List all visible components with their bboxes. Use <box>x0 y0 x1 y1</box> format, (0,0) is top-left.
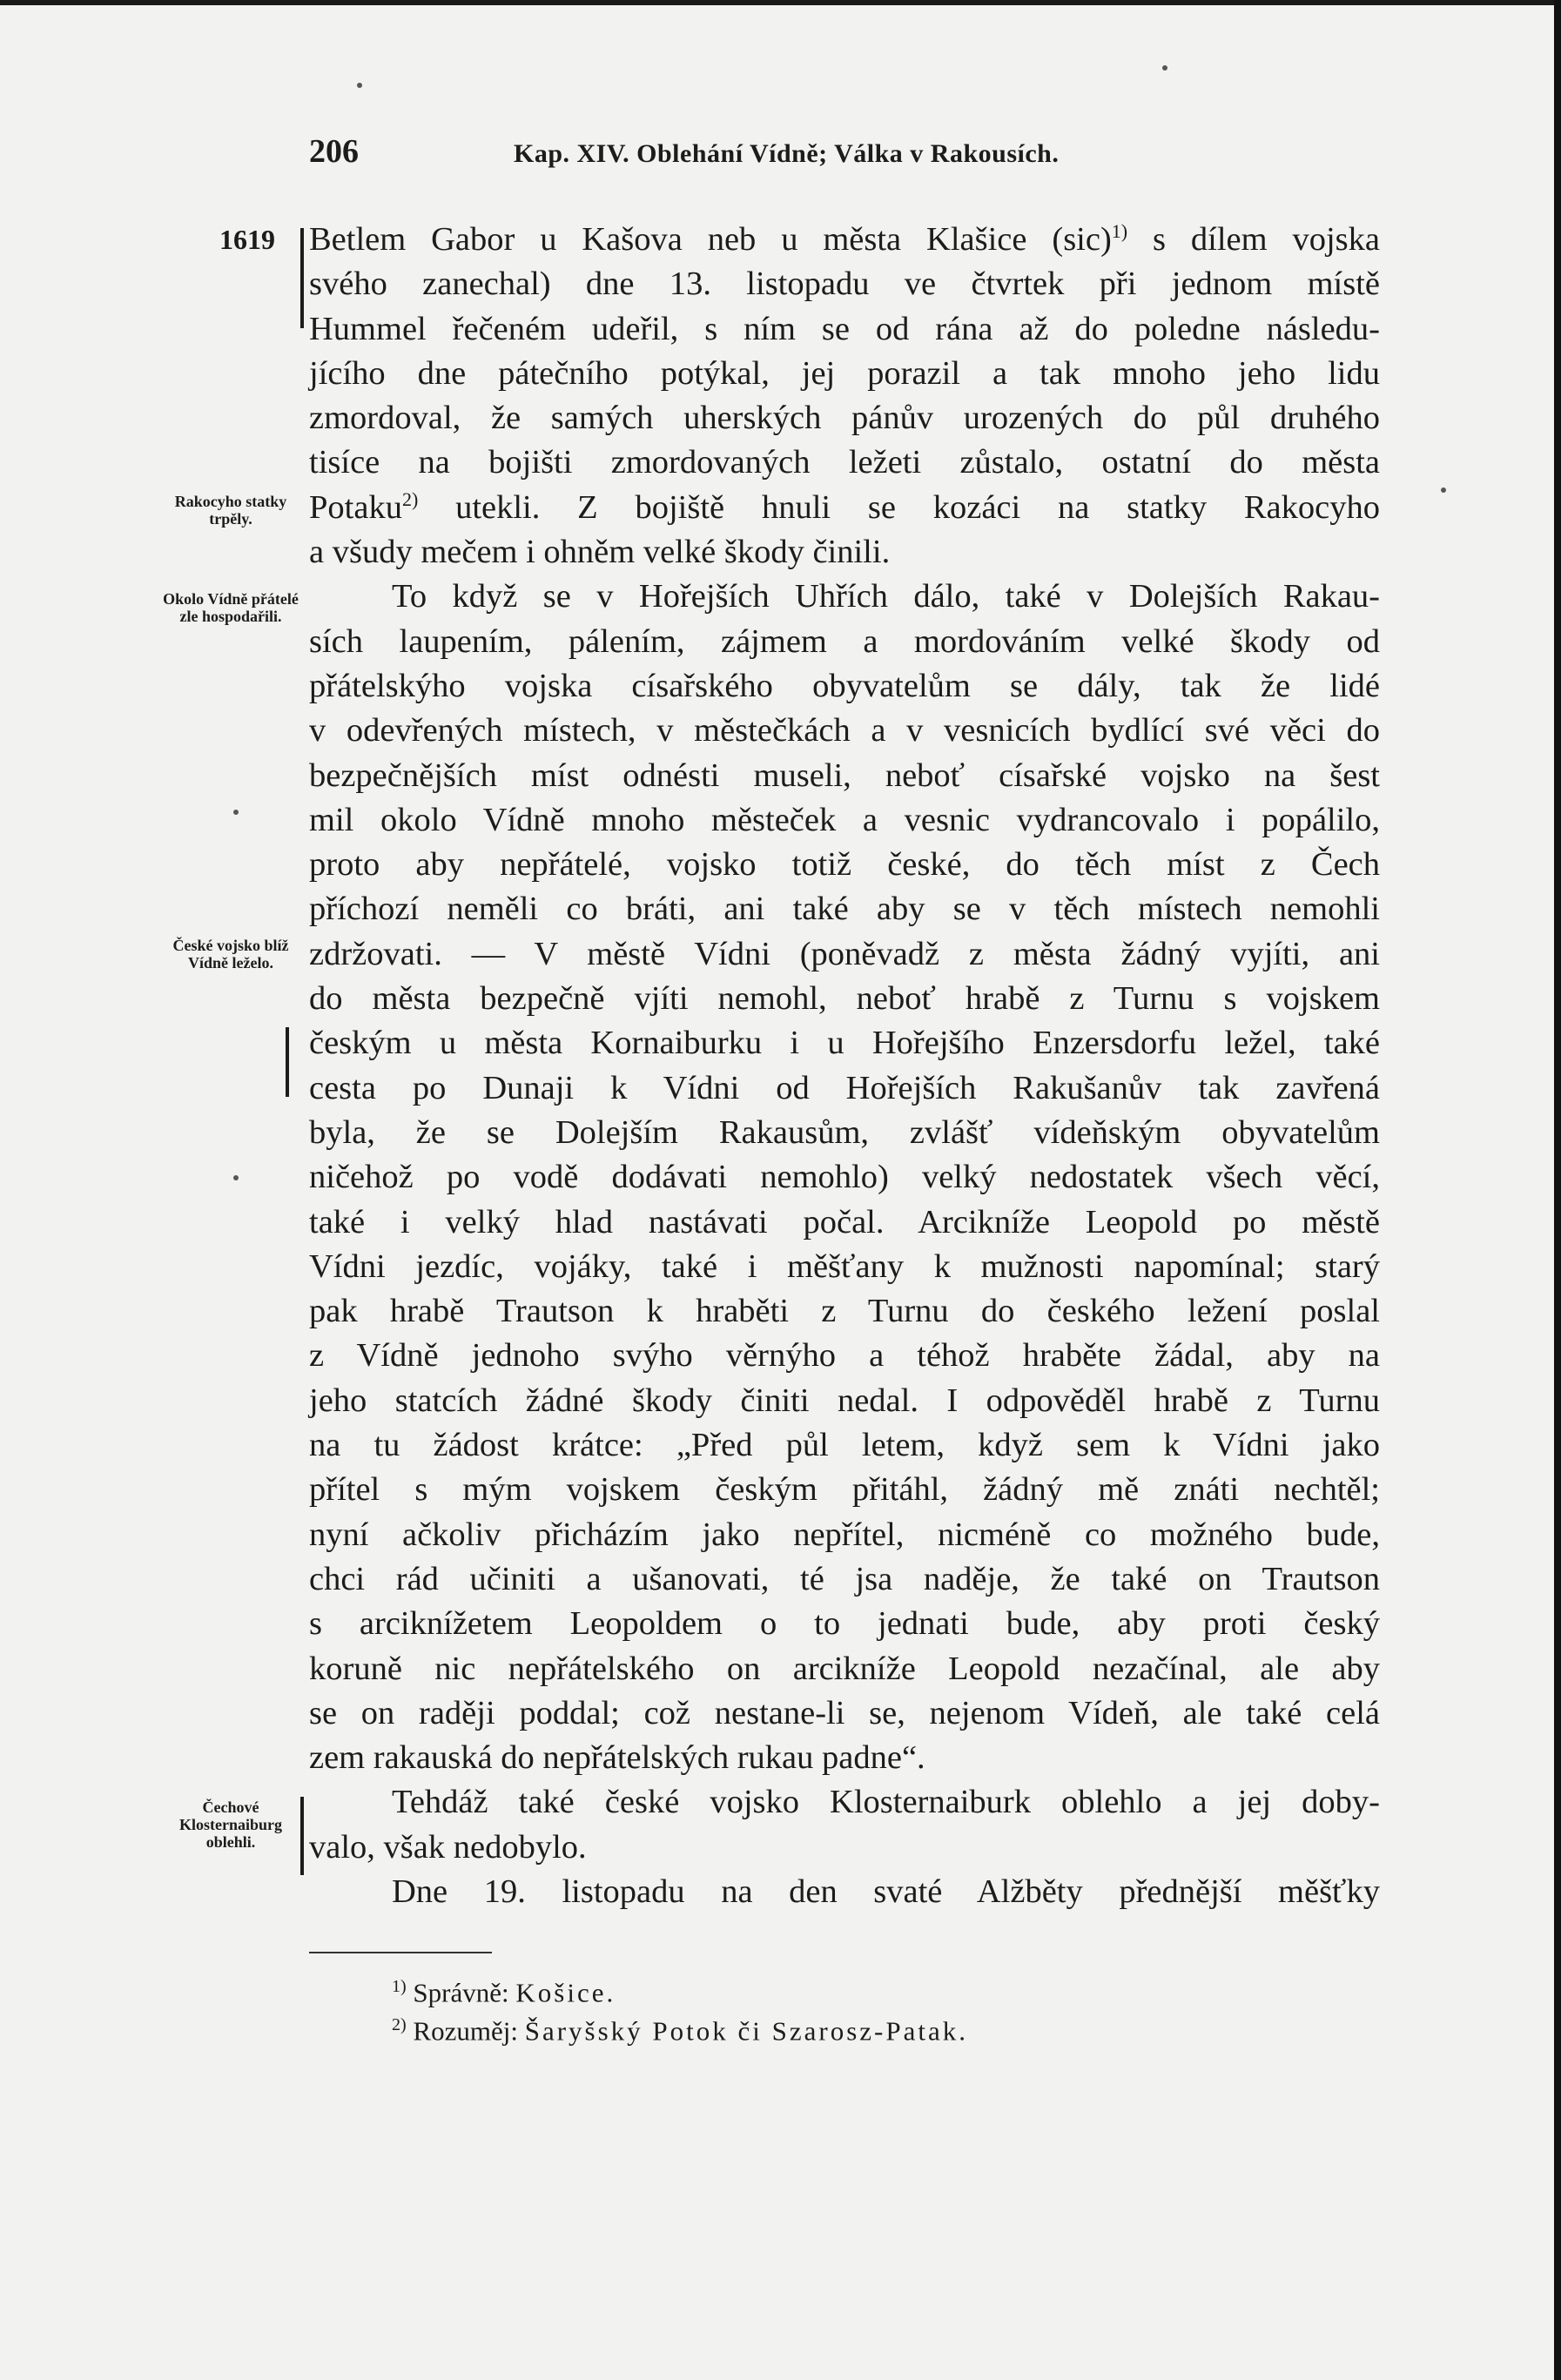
page-header <box>309 132 1197 176</box>
text-line: Tehdáž také české vojsko Klosternaiburk oblehlo a jej doby- <box>392 1784 1380 1821</box>
footnote-text: Šaryšský Potok či Szarosz-Patak. <box>524 2015 968 2047</box>
scan-speck <box>357 83 362 88</box>
text-line: jeho statcích žádné škody činiti nedal. I odpověděl hrabě z Turnu <box>309 1382 1380 1419</box>
text-line: nyní ačkoliv přicházím jako nepřítel, nicméně co možného bude, <box>309 1516 1380 1553</box>
text-line: svého zanechal) dne 13. listopadu ve čtvrtek při jednom místě <box>309 266 1380 303</box>
text-line: pak hrabě Trautson k hraběti z Turnu do českého ležení poslal <box>309 1293 1380 1330</box>
side-note-klosternaiburg: Čechové Klosternaiburg oblehli. <box>178 1798 282 1851</box>
footnote-mark: 1) <box>392 1977 407 1996</box>
margin-year: 1619 <box>219 224 275 255</box>
scan-edge-top <box>0 0 1561 5</box>
text-line: valo, však nedobylo. <box>309 1828 587 1866</box>
text-line: a všudy mečem i ohněm velké škody činili. <box>309 534 891 571</box>
text-line: byla, že se Dolejším Rakausům, zvlášť vídeňským obyvatelům <box>309 1113 1380 1151</box>
text-line: jícího dne pátečního potýkal, jej porazil a tak mnoho jeho lidu <box>309 354 1380 392</box>
text-line: Vídni jezdíc, vojáky, také i měšťany k mužnosti napomínal; starý <box>309 1247 1380 1285</box>
side-note-rakocy: Rakocyho statky trpěly. <box>174 493 287 528</box>
side-note-ceske-vojsko: České vojsko blíž Vídně leželo. <box>172 937 289 971</box>
footnote-text: Košice. <box>515 1977 616 2008</box>
footnote-label: Rozuměj: <box>413 2015 518 2047</box>
footnote-label: Správně: <box>413 1977 509 2008</box>
scan-speck <box>233 810 239 815</box>
footnote-mark: 2) <box>392 2015 407 2034</box>
text-line: přátelskýho vojska císařského obyvatelům se dály, tak že lidé <box>309 667 1380 704</box>
text-line: mil okolo Vídně mnoho městeček a vesnic vydrancovalo i popálilo, <box>309 801 1380 838</box>
text-line: zem rakauská do nepřátelských rukau padne“. <box>309 1739 925 1777</box>
text-line: ničehož po vodě dodávati nemohlo) velký nedostatek všech věcí, <box>309 1159 1380 1196</box>
text-line: Potaku$^{2)}$ utekli. Z bojiště hnuli se kozáci na statky Rakocyho <box>309 487 1380 526</box>
text-line: zmordoval, že samých uherských pánův urozených do půl druhého <box>309 400 1380 437</box>
text-line: příchozí neměli co bráti, ani také aby se v těch místech nemohli <box>309 891 1380 928</box>
scan-edge-right <box>1554 0 1561 2380</box>
margin-bracket <box>286 1027 289 1097</box>
scan-speck <box>233 1175 239 1180</box>
text-line: na tu žádost krátce: „Před půl letem, když sem k Vídni jako <box>309 1427 1380 1464</box>
text-line: cesta po Dunaji k Vídni od Hořejších Rakušanův tak zavřená <box>309 1069 1380 1106</box>
text-line: sích laupením, pálením, zájmem a mordováním velké škody od <box>309 622 1380 660</box>
text-line: přítel s mým vojskem českým přitáhl, žádný mě znáti nechtěl; <box>309 1471 1380 1509</box>
text-line: do města bezpečně vjíti nemohl, neboť hrabě z Turnu s vojskem <box>309 980 1380 1018</box>
margin-bracket <box>300 228 304 328</box>
text-line: s arciknížetem Leopoldem o to jednati bude, aby proti český <box>309 1605 1380 1643</box>
footnote-rule <box>309 1952 492 1953</box>
scan-speck <box>1441 487 1446 493</box>
body-text <box>309 218 1380 1914</box>
scan-speck <box>1162 65 1167 71</box>
text-line: českým u města Kornaiburku i u Hořejšího Enzersdorfu ležel, také <box>309 1025 1380 1062</box>
text-line: v odevřených místech, v městečkách a v vesnicích bydlící své věci do <box>309 712 1380 750</box>
text-line: koruně nic nepřátelského on arcikníže Leopold nezačínal, ale aby <box>309 1650 1380 1687</box>
text-line: také i velký hlad nastávati počal. Arcikníže Leopold po městě <box>309 1203 1380 1240</box>
footnote-ref: 2) <box>401 487 419 510</box>
text-line: zdržovati. — V městě Vídni (poněvadž z města žádný vyjíti, ani <box>309 935 1380 972</box>
text-line: bezpečnějších míst odnésti museli, neboť císařské vojsko na šest <box>309 756 1380 794</box>
text-line: se on raději poddal; což nestane-li se, nejenom Vídeň, ale také celá <box>309 1694 1380 1731</box>
margin-bracket <box>300 1797 304 1875</box>
footnote-1 <box>392 1969 616 2010</box>
text-line: To když se v Hořejších Uhřích dálo, také v Dolejších Rakau- <box>392 578 1380 615</box>
text-line: proto aby nepřátelé, vojsko totiž české, do těch míst z Čech <box>309 846 1380 884</box>
text-line: Hummel řečeném udeřil, s ním se od rána až do poledne následu- <box>309 310 1380 347</box>
text-line: chci rád učiniti a ušanovati, té jsa naděje, že také on Trautson <box>309 1560 1380 1597</box>
side-note-okolo-vidne: Okolo Vídně přátelé zle hospodařili. <box>163 590 299 625</box>
text-line: z Vídně jednoho svýho věrnýho a téhož hraběte žádal, aby na <box>309 1337 1380 1375</box>
text-line: tisíce na bojišti zmordovaných ležeti zůstalo, ostatní do města <box>309 444 1380 481</box>
running-title: Kap. XIV. Oblehání Vídně; Válka v Rakousích. <box>514 139 1060 168</box>
page-number: 206 <box>309 133 359 170</box>
text-line: Betlem Gabor u Kašova neb u města Klašice (sic)$^{1)}$ s dílem vojska <box>309 220 1381 258</box>
footnote-2 <box>392 2007 968 2048</box>
text-line: Dne 19. listopadu na den svaté Alžběty přednější měšťky <box>392 1872 1380 1910</box>
footnote-ref: 1) <box>1111 220 1128 243</box>
